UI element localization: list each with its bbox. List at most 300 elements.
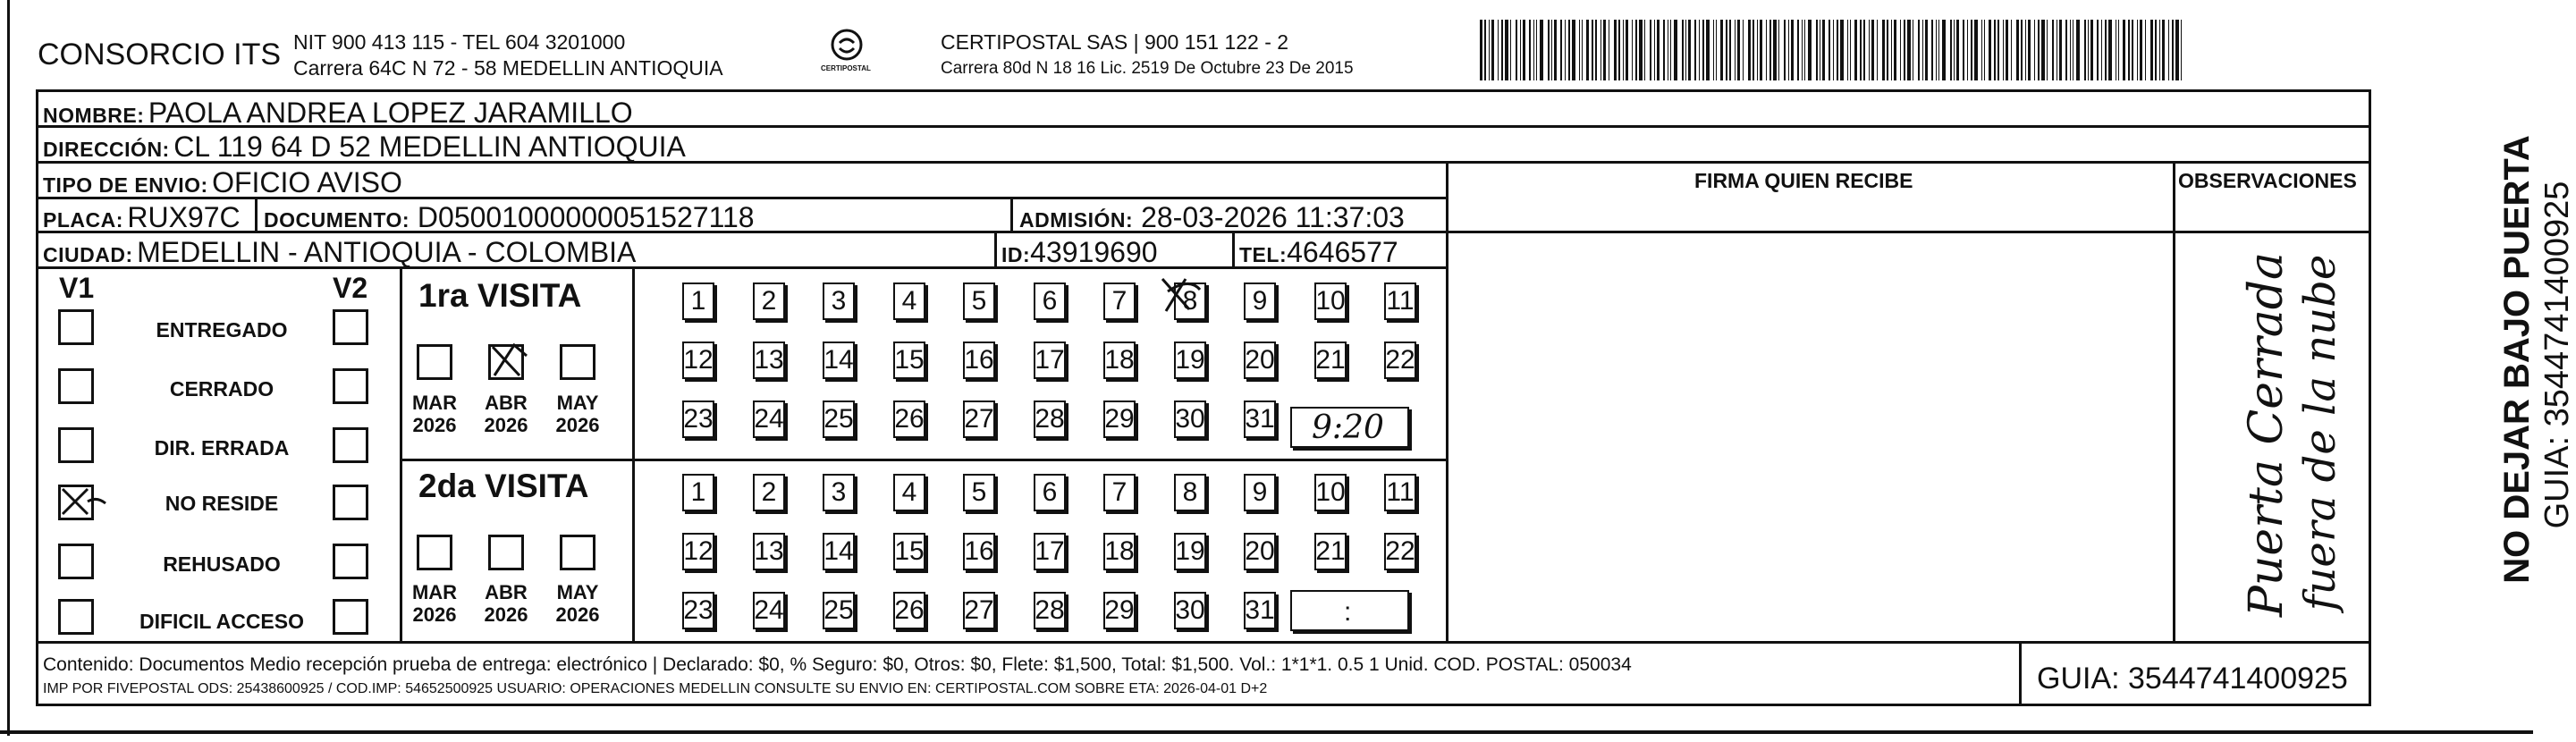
first-visit-day-box[interactable]: 17 [1034,341,1066,379]
first-visit-day-box[interactable]: 12 [682,341,714,379]
first-visit-day-box[interactable]: 27 [963,401,995,438]
barcode-bar [1614,20,1617,80]
barcode-bar [1529,20,1531,80]
admision-row [1019,203,1405,232]
v2-checkbox-cerrado[interactable] [333,368,368,404]
barcode-bar [1822,20,1825,80]
barcode-bar [1891,20,1892,80]
barcode-bar [1791,20,1794,80]
footer-contenido: Contenido: Documentos Medio recepción prueba de entrega: electrónico | Declarado: $0, % Seguro: $0, Otros: $0, Flete: $1,500, Total: $1,500. Vol.: 1*1*1. 0.5 1 Unid. COD. POSTAL: 050034 [43,654,1632,675]
barcode-bar [1726,20,1727,80]
first-visit-day-box[interactable]: 7 [1103,282,1136,320]
footer-divider [2019,644,2022,706]
barcode-bar [1523,20,1525,80]
barcode-bar [1510,20,1511,80]
barcode-bar [1586,20,1589,80]
first-visit-month-abr[interactable] [488,344,524,380]
barcode-bar [1548,20,1550,80]
barcode-bar [2123,20,2125,80]
barcode-bar [1869,20,1870,80]
barcode-bar [1837,20,1838,80]
second-visit-day-box[interactable]: 23 [682,592,714,629]
second-visit-day-box[interactable]: 10 [1314,474,1347,511]
barcode-bar [2090,20,2093,80]
second-visit-day-box[interactable]: 24 [753,592,785,629]
barcode-bar [2028,20,2031,80]
second-visit-day-box[interactable]: 29 [1103,592,1136,629]
barcode-bar [1551,20,1552,80]
x-mark-icon [57,484,107,519]
barcode-bar [1639,20,1643,80]
first-month-mar [408,392,461,437]
barcode-bar [1942,20,1946,80]
v2-checkbox-rehusado[interactable] [333,544,368,579]
month-name: MAR [411,392,458,414]
x-mark-icon [487,341,541,381]
direccion-value: CL 119 64 D 52 MEDELLIN ANTIOQUIA [173,131,686,163]
second-visit-day-box[interactable]: 19 [1174,533,1206,570]
barcode-bar [1963,20,1964,80]
second-visit-day-box[interactable]: 28 [1034,592,1066,629]
barcode-bar [1808,20,1812,80]
bottom-border [0,730,2533,734]
tipo-row [43,168,402,197]
barcode-bar [1994,20,1996,80]
first-visit-day-box[interactable]: 4 [893,282,925,320]
v1-checkbox-dir-errada[interactable] [58,427,94,463]
v1-checkbox-dificil-acceso[interactable] [58,599,94,635]
barcode-bar [1713,20,1714,80]
first-visit-day-box[interactable]: 5 [963,282,995,320]
barcode-bar [1682,20,1684,80]
obs-divider [2173,161,2175,642]
barcode-bar [1877,20,1878,80]
barcode-bar [1702,20,1704,80]
second-visit-day-box[interactable]: 3 [823,474,855,511]
status-cerrado: CERRADO [169,377,274,401]
barcode-bar [1716,20,1717,80]
barcode-bar [1595,20,1597,80]
tipo-value: OFICIO AVISO [212,166,402,198]
second-visit-day-box[interactable]: 4 [893,474,925,511]
barcode-bar [1536,20,1537,80]
barcode-bar [2105,20,2107,80]
barcode-bar [1871,20,1874,80]
barcode-bar [1922,20,1923,80]
second-visit-day-box[interactable]: 9 [1244,474,1276,511]
company-address: Carrera 64C N 72 - 58 MEDELLIN ANTIOQUIA [293,56,723,80]
barcode-bar [2159,20,2160,80]
barcode-bar [2162,20,2165,80]
admision-divider [1010,197,1013,232]
second-visit-month-abr[interactable] [488,535,524,570]
v1-checkbox-entregado[interactable] [58,309,94,345]
first-visit-day-box[interactable]: 16 [963,341,995,379]
second-visit-day-box[interactable]: 25 [823,592,855,629]
barcode-bar [1753,20,1754,80]
v1-checkbox-rehusado[interactable] [58,544,94,579]
barcode-bar [2088,20,2089,80]
barcode-bar [1778,20,1779,80]
first-visit-day-box[interactable]: 6 [1034,282,1066,320]
barcode-bar [2025,20,2026,80]
first-visit-month-mar[interactable] [417,344,452,380]
carrier-address: Carrera 80d N 18 16 Lic. 2519 De Octubre 23 De 2015 [941,59,1354,78]
barcode-bar [2034,20,2035,80]
nombre-value: PAOLA ANDREA LOPEZ JARAMILLO [148,97,633,129]
second-visit-title: 2da VISITA [418,468,589,504]
barcode-bar [2097,20,2099,80]
barcode-bar [2084,20,2086,80]
first-visit-time-box[interactable] [1290,407,1409,448]
certipostal-logo [815,27,878,80]
second-visit-day-box[interactable]: 15 [893,533,925,570]
logo-icon [815,27,878,68]
barcode-bar [1766,20,1767,80]
tel-row [1239,238,1398,266]
status-rehusado: REHUSADO [163,552,281,576]
barcode-bar [1644,20,1645,80]
observaciones-note [2195,232,2347,639]
barcode-bar [1854,20,1857,80]
status-divider [400,266,402,642]
first-visit-day-box[interactable]: 1 [682,282,714,320]
documento-row [264,203,755,232]
company-name: CONSORCIO ITS [38,38,282,72]
second-visit-day-box[interactable]: 30 [1174,592,1206,629]
documento-value: D05001000000051527118 [417,201,755,233]
barcode-bar [2118,20,2119,80]
barcode-bar [1572,20,1575,80]
barcode-bar [1600,20,1601,80]
second-visit-day-box[interactable]: 1 [682,474,714,511]
barcode-bar [1816,20,1818,80]
second-visit-day-box[interactable]: 6 [1034,474,1066,511]
second-visit-month-may[interactable] [560,535,595,570]
id-row [1001,238,1158,266]
second-month-may [551,581,604,627]
barcode-bar [2172,20,2174,80]
first-visit-day-box[interactable]: 25 [823,401,855,438]
barcode-bar [2041,20,2045,80]
month-name: MAR [411,581,458,603]
note-line-2: fuera de la nube [2295,254,2345,611]
barcode-bar [1685,20,1686,80]
barcode-bar [1484,20,1486,80]
barcode-bar [1997,20,1999,80]
first-visit-day-box[interactable]: 14 [823,341,855,379]
barcode-bar [1654,20,1655,80]
ciudad-row [43,238,636,266]
barcode-bar [1931,20,1933,80]
barcode-bar [1498,20,1499,80]
status-entregado: ENTREGADO [156,318,288,341]
left-border [7,0,10,736]
barcode-bar [2128,20,2130,80]
tipo-label: TIPO DE ENVIO: [43,173,208,197]
barcode-bar [1670,20,1671,80]
months-divider [632,266,635,642]
id-value: 43919690 [1030,236,1158,268]
barcode-bar [1804,20,1805,80]
id-label: ID: [1001,243,1031,266]
barcode-bar [1971,20,1972,80]
first-month-may [551,392,604,437]
barcode-bar [2047,20,2048,80]
barcode-bar [1603,20,1606,80]
barcode-bar [1833,20,1834,80]
footer-guia: GUIA: 3544741400925 [2037,662,2348,696]
placa-row [43,203,241,232]
barcode-bar [1720,20,1723,80]
first-visit-day-box[interactable]: 10 [1314,282,1347,320]
barcode-bar [1829,20,1830,80]
v1-label: V1 [59,272,95,304]
barcode-bar [1748,20,1751,80]
v2-checkbox-no-reside[interactable] [333,485,368,520]
barcode-bar [1663,20,1665,80]
firma-divider [1446,161,1448,642]
barcode-bar [1582,20,1583,80]
month-name: MAY [556,581,599,603]
barcode-bar [1632,20,1633,80]
second-visit-month-mar[interactable] [417,535,452,570]
barcode-bar [1925,20,1928,80]
barcode-bar [1520,20,1521,80]
first-visit-day-box[interactable]: 18 [1103,341,1136,379]
barcode-bar [1954,20,1955,80]
first-visit-day-box[interactable]: 23 [682,401,714,438]
first-visit-day-box[interactable]: 2 [753,282,785,320]
barcode-bar [1900,20,1901,80]
barcode-bar [1592,20,1593,80]
barcode-bar [2101,20,2102,80]
barcode-bar [1554,20,1557,80]
first-visit-day-box[interactable]: 31 [1244,401,1276,438]
placa-value: RUX97C [127,201,241,233]
second-visit-day-box[interactable]: 26 [893,592,925,629]
placa-label: PLACA: [43,208,123,232]
barcode-bar [1568,20,1570,80]
barcode-bar [1694,20,1696,80]
tel-label: TEL: [1239,243,1288,266]
barcode-bar [2016,20,2019,80]
barcode-bar [2059,20,2062,80]
second-visit-day-box[interactable]: 7 [1103,474,1136,511]
first-visit-day-box[interactable]: 22 [1384,341,1416,379]
logo-caption: CERTIPOSTAL [821,64,871,72]
status-dir-errada: DIR. ERRADA [154,436,290,460]
barcode-bar [1505,20,1508,80]
barcode-bar [1981,20,1982,80]
first-visit-day-box[interactable]: 15 [893,341,925,379]
barcode-bar [1956,20,1959,80]
barcode-bar [1688,20,1691,80]
barcode-bar [2070,20,2071,80]
month-year: 2026 [412,414,457,437]
v2-checkbox-dir-errada[interactable] [333,427,368,463]
barcode-bar [1760,20,1762,80]
barcode-bar [1882,20,1885,80]
second-visit-day-box[interactable]: 13 [753,533,785,570]
tel-value: 4646577 [1287,236,1398,268]
x-mark-icon [1159,274,1212,318]
v2-checkbox-entregado[interactable] [333,309,368,345]
nit-line: NIT 900 413 115 - TEL 604 3201000 [293,30,626,54]
barcode-bar [1967,20,1968,80]
barcode-bar [1650,20,1651,80]
barcode-bar [2145,20,2146,80]
second-visit-day-box[interactable]: 12 [682,533,714,570]
second-visit-day-box[interactable]: 22 [1384,533,1416,570]
no-dejar-bajo-puerta: NO DEJAR BAJO PUERTA [2497,135,2537,584]
second-visit-day-box[interactable]: 2 [753,474,785,511]
visit-divider [400,459,1448,461]
first-visit-day-box[interactable]: 19 [1174,341,1206,379]
first-visit-day-box[interactable]: 29 [1103,401,1136,438]
v2-checkbox-dificil-acceso[interactable] [333,599,368,635]
second-visit-day-box[interactable]: 14 [823,533,855,570]
first-visit-title: 1ra VISITA [418,277,582,314]
first-visit-day-box[interactable]: 9 [1244,282,1276,320]
barcode-bar [1491,20,1494,80]
first-visit-day-box[interactable]: 11 [1384,282,1416,320]
barcode-bar [1788,20,1789,80]
first-visit-time: 9:20 [1312,409,1384,446]
admision-label: ADMISIÓN: [1019,208,1134,232]
ciudad-label: CIUDAD: [43,243,133,266]
first-month-abr [479,392,533,437]
first-visit-day-box[interactable]: 21 [1314,341,1347,379]
v1-checkbox-no-reside[interactable] [58,485,94,520]
direccion-row [43,132,686,161]
admision-value: 28-03-2026 11:37:03 [1141,201,1405,233]
barcode-bar [1974,20,1978,80]
second-month-mar [408,581,461,627]
barcode-bar [1918,20,1920,80]
month-name: MAY [556,392,599,414]
v1-checkbox-cerrado[interactable] [58,368,94,404]
barcode-bar [1936,20,1937,80]
observaciones-header: OBSERVACIONES [2178,169,2357,192]
barcode-bar [2076,20,2080,80]
barcode-bar [2137,20,2138,80]
barcode-bar [1840,20,1844,80]
barcode-bar [2065,20,2067,80]
barcode-bar [1501,20,1503,80]
second-visit-day-box[interactable]: 20 [1244,533,1276,570]
barcode-bar [1984,20,1985,80]
barcode-bar [1773,20,1777,80]
second-visit-day-box[interactable]: 21 [1314,533,1347,570]
barcode-bar [2150,20,2153,80]
barcode-bar [1743,20,1744,80]
first-visit-month-may[interactable] [560,344,595,380]
barcode-bar [2003,20,2004,80]
second-visit-time-box[interactable] [1290,590,1409,631]
month-year: 2026 [555,414,600,437]
barcode-bar [1635,20,1637,80]
barcode [1480,20,2195,80]
nombre-row [43,98,633,127]
first-visit-day-box[interactable]: 26 [893,401,925,438]
second-visit-day-box[interactable]: 5 [963,474,995,511]
month-name: ABR [485,581,528,603]
first-visit-day-box[interactable]: 20 [1244,341,1276,379]
first-visit-day-box[interactable]: 13 [753,341,785,379]
barcode-bar [1847,20,1848,80]
barcode-bar [1802,20,1803,80]
second-visit-time: : [1344,597,1352,627]
barcode-bar [2052,20,2054,80]
barcode-bar [2038,20,2040,80]
status-dificil-acceso: DIFICIL ACCESO [139,610,304,633]
barcode-bar [1729,20,1731,80]
second-visit-day-box[interactable]: 16 [963,533,995,570]
barcode-bar [2021,20,2023,80]
barcode-bar [2140,20,2142,80]
direccion-label: DIRECCIÓN: [43,138,170,161]
carrier-line: CERTIPOSTAL SAS | 900 151 122 - 2 [941,30,1289,54]
barcode-bar [2181,20,2182,80]
barcode-bar [1860,20,1862,80]
second-visit-day-box[interactable]: 27 [963,592,995,629]
first-visit-day-box[interactable]: 8 [1174,282,1206,320]
barcode-bar [1657,20,1660,80]
nombre-label: NOMBRE: [43,104,145,127]
note-line-1: Puerta Cerrada [2240,251,2293,618]
month-name: ABR [485,392,528,414]
second-visit-day-box[interactable]: 17 [1034,533,1066,570]
barcode-bar [1938,20,1939,80]
status-no-reside: NO RESIDE [165,492,279,515]
side-guia: GUIA: 3544741400925 [2538,181,2576,529]
barcode-bar [1706,20,1710,80]
barcode-bar [1737,20,1740,80]
second-visit-day-box[interactable]: 18 [1103,533,1136,570]
barcode-bar [1540,20,1543,80]
barcode-bar [1784,20,1786,80]
barcode-bar [1516,20,1517,80]
barcode-bar [2175,20,2179,80]
barcode-bar [1480,20,1482,80]
first-visit-day-box[interactable]: 3 [823,282,855,320]
barcode-bar [1887,20,1888,80]
barcode-bar [2168,20,2169,80]
second-visit-day-box[interactable]: 31 [1244,592,1276,629]
barcode-bar [2011,20,2012,80]
first-visit-day-box[interactable]: 24 [753,401,785,438]
barcode-bar [2108,20,2112,80]
second-month-abr [479,581,533,627]
v2-label: V2 [333,272,368,304]
documento-label: DOCUMENTO: [264,208,410,232]
second-visit-day-box[interactable]: 8 [1174,474,1206,511]
barcode-bar [1904,20,1905,80]
id-divider [994,231,997,266]
barcode-bar [1769,20,1771,80]
tel-divider [1232,231,1235,266]
barcode-bar [2006,20,2008,80]
barcode-bar [1989,20,1991,80]
first-visit-day-box[interactable]: 28 [1034,401,1066,438]
second-visit-day-box[interactable]: 11 [1384,474,1416,511]
month-year: 2026 [412,603,457,627]
first-visit-day-box[interactable]: 30 [1174,401,1206,438]
barcode-bar [1674,20,1677,80]
month-year: 2026 [555,603,600,627]
barcode-bar [2155,20,2157,80]
